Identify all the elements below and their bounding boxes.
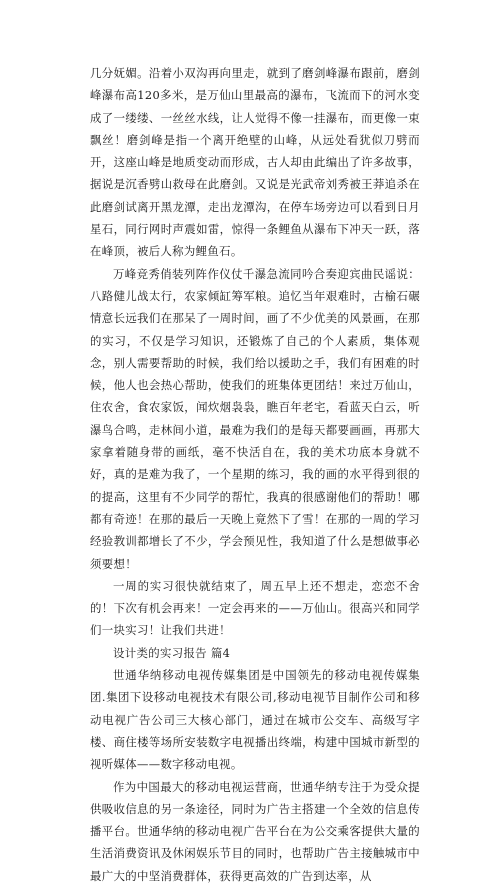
paragraph: 万峰竞秀俏装列阵作仪仗千瀑急流同吟合奏迎宾曲民谣说：八路健儿战太行，农家倾缸筹军粮。追忆当年艰难时，古榆石碾情意长远我们在那呆了一周时间，画了不少优美的风景画，在那的实习，不仅是学习知识，还锻炼了自己的个人素质，集体观念，别人需要帮助的时候，我们给以援助之手，我们有困难的时候，他人也会热心帮助，使我们的班集体更团结！来过万仙山，住农舍，食农家饭，闻炊烟袅袅，瞧百年老宅，看蓝天白云，听瀑鸟合鸣，走林间小道，最难为我们的是每天都要画画，再那大家拿着随身带的画纸，毫不快活自在，我的美术功底本身就不好，真的是难为我了，一个星期的练习，我的画的水平得到很的的提高，这里有不少同学的帮忙，我真的很感谢他们的帮助！哪都有奇迹！在那的最后一天晚上竟然下了雪！在那的一周的学习经验教训都增长了不少，学会预见性，我知道了什么是想做事必须要想！ — [90, 266, 420, 571]
document-body — [90, 62, 420, 887]
paragraph: 作为中国最大的移动电视运营商，世通华纳专注于为受众提供吸收信息的另一条途径，同时为广告主搭建一个全效的信息传播平台。世通华纳的移动电视广告平台在为公交乘客提供大量的生活消费资讯及休闲娱乐节目的同时，也帮助广告主接触城市中最广大的中坚消费群体，获得更高效的广告到达率，从 — [90, 779, 420, 883]
paragraph: 一周的实习很快就结束了，周五早上还不想走，恋恋不舍的！下次有机会再来！一定会再来的——万仙山。很高兴和同学们一块实习！让我们共进！ — [90, 578, 420, 638]
section-heading: 设计类的实习报告 篇4 — [113, 645, 231, 660]
paragraph: 世通华纳移动电视传媒集团是中国领先的移动电视传媒集团.集团下设移动电视技术有限公司,移动电视节目制作公司和移动电视广告公司三大核心部门，通过在城市公交车、高级写字楼、商住楼等场所安装数字电视播出终端，构建中国城市新型的视听媒体——数字移动电视。 — [90, 668, 420, 772]
paragraph-continued: 几分妩媚。沿着小双沟再向里走，就到了磨剑峰瀑布跟前，磨剑峰瀑布高120多米，是万仙山里最高的瀑布，飞流而下的河水变成了一缕缕、一丝丝水线，让人觉得不像一挂瀑布，而更像一束飘丝！磨剑峰是指一个离开绝壁的山峰，从远处看犹似刀劈而开，这座山峰是地质变动而形成，古人却由此编出了许多故事，据说是沉香劈山救母在此磨剑。又说是光武帝刘秀被王莽追杀在此磨剑试离开黑龙潭，走出龙潭沟，在停车场旁边可以看到日月星石，同行网时声震如雷，惊得一条鲤鱼从瀑布下冲天一跃，落在峰顶，被后人称为鲤鱼石。 — [90, 66, 420, 259]
